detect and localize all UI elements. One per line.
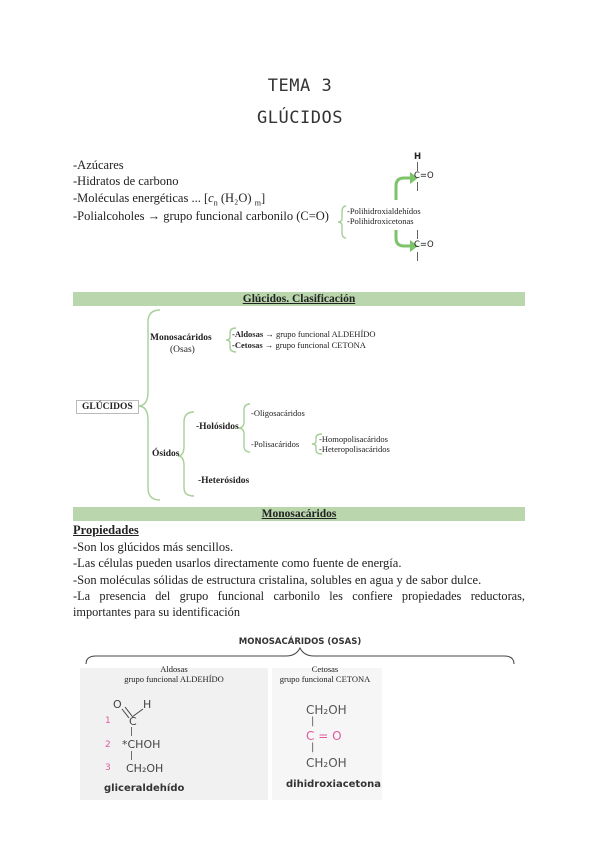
polihidroxicetonas: -Polihidroxicetonas	[347, 216, 414, 226]
aldosas-line	[232, 329, 376, 339]
aldosas-desc: → grupo funcional ALDEHÍDO	[263, 329, 376, 339]
carbonyl-bond-3: |	[416, 230, 419, 240]
page-title: TEMA 3	[267, 76, 333, 96]
carbon-number-2: 2	[105, 740, 111, 750]
formula-m: m	[254, 198, 261, 208]
carbon-number-3: 3	[105, 763, 111, 773]
carbonyl-bond-4: |	[416, 252, 419, 262]
propiedad-3: -Son moléculas sólidas de estructura cristalina, solubles en agua y de sabor dulce.	[73, 573, 482, 587]
cetosas-fig-title: Cetosas	[311, 664, 339, 674]
aldosas-panel	[80, 668, 268, 800]
glyc-bond-2: |	[130, 751, 134, 761]
monosacaridos-label: Monosacáridos	[150, 333, 212, 343]
heterosidos-label: -Heterósidos	[198, 476, 250, 486]
polisacaridos-label: -Polisacáridos	[251, 439, 300, 449]
formula-c: c	[208, 191, 214, 205]
propiedad-2: -Las células pueden usarlos directamente como fuente de energía.	[73, 556, 402, 570]
carbonyl-h: H	[414, 152, 422, 162]
aldosas-fig-sub: grupo funcional ALDEHÍDO	[124, 674, 224, 684]
glyc-c1: C	[129, 715, 137, 728]
dihy-bond-2: |	[311, 742, 315, 753]
glyc-ch2oh: CH₂OH	[126, 762, 164, 775]
glyc-oxygen: O	[113, 698, 122, 711]
homopolisacaridos-label: -Homopolisacáridos	[319, 434, 388, 444]
heteropolisacaridos-label: -Heteropolisacáridos	[319, 444, 390, 454]
arrow-up	[396, 178, 410, 200]
carbonyl-bond-1: |	[416, 162, 419, 172]
formula-prefix: -Moléculas energéticas ... [	[73, 191, 209, 205]
holosidos-label: -Holósidos	[196, 422, 239, 432]
brace-osidos	[178, 412, 194, 496]
dihy-ch2oh-bottom: CH₂OH	[306, 756, 347, 770]
arrow-down	[396, 230, 410, 246]
section-monosacaridos-title: Monosacáridos	[261, 508, 337, 520]
dihy-bond-1: |	[311, 716, 315, 727]
figure-title: MONOSACÁRIDOS (OSAS)	[238, 637, 362, 647]
propiedad-4: -La presencia del grupo funcional carbonilo les confiere propiedades reductoras, importantes para su identificación	[73, 589, 525, 619]
dihy-ch2oh-top: CH₂OH	[306, 703, 347, 717]
carbonyl-bracket	[338, 206, 346, 238]
intro-item-polialcoholes: -Polialcoholes → grupo funcional carbonilo (C=O)	[73, 209, 329, 223]
cetosas-desc: → grupo funcional CETONA	[262, 340, 366, 350]
osas-label: (Osas)	[170, 345, 195, 355]
figure-brace	[80, 646, 520, 666]
aldosas-term: -Aldosas	[232, 329, 264, 339]
formula-water: (H₂O)	[217, 191, 255, 205]
intro-item-azucares: -Azúcares	[73, 158, 124, 172]
carbonyl-co-ketone: C=O	[414, 240, 434, 250]
glyc-hydrogen: H	[143, 698, 152, 711]
propiedad-1: -Son los glúcidos más sencillos.	[73, 540, 234, 554]
propiedades-heading: Propiedades	[73, 523, 139, 537]
cetosas-line	[232, 340, 366, 350]
dihy-carbonyl: C = O	[306, 729, 342, 743]
carbonyl-co-aldehyde: C=O	[414, 171, 434, 181]
cetosas-fig-sub: grupo funcional CETONA	[279, 674, 371, 684]
polihidroxialdehidos: -Polihidroxialdehídos	[347, 206, 421, 216]
brace-holosidos	[238, 404, 250, 452]
section-clasificacion-title: Glúcidos. Clasificación	[242, 293, 356, 305]
gliceraldehido-label: gliceraldehído	[104, 783, 185, 794]
formula-n: n	[213, 198, 218, 208]
glyc-bond-1: |	[130, 727, 134, 737]
osidos-label: Ósidos	[152, 449, 180, 459]
page-subtitle: GLÚCIDOS	[257, 108, 343, 128]
cetosas-term: -Cetosas	[232, 340, 263, 350]
carbonyl-bond-2: |	[416, 182, 419, 192]
formula-end: ]	[260, 191, 266, 205]
dihidroxiacetona-label: dihidroxiacetona	[286, 779, 381, 790]
intro-item-hidratos: -Hidratos de carbono	[73, 174, 179, 188]
section-monosacaridos-bar	[73, 507, 525, 521]
glucidos-root-box: GLÚCIDOS	[76, 400, 139, 414]
carbon-number-1: 1	[105, 716, 111, 726]
aldosas-fig-title: Aldosas	[160, 664, 188, 674]
glyc-choh: *CHOH	[122, 738, 161, 751]
section-clasificacion-bar	[73, 292, 525, 306]
oligosacaridos-label: -Oligosacáridos	[251, 408, 305, 418]
